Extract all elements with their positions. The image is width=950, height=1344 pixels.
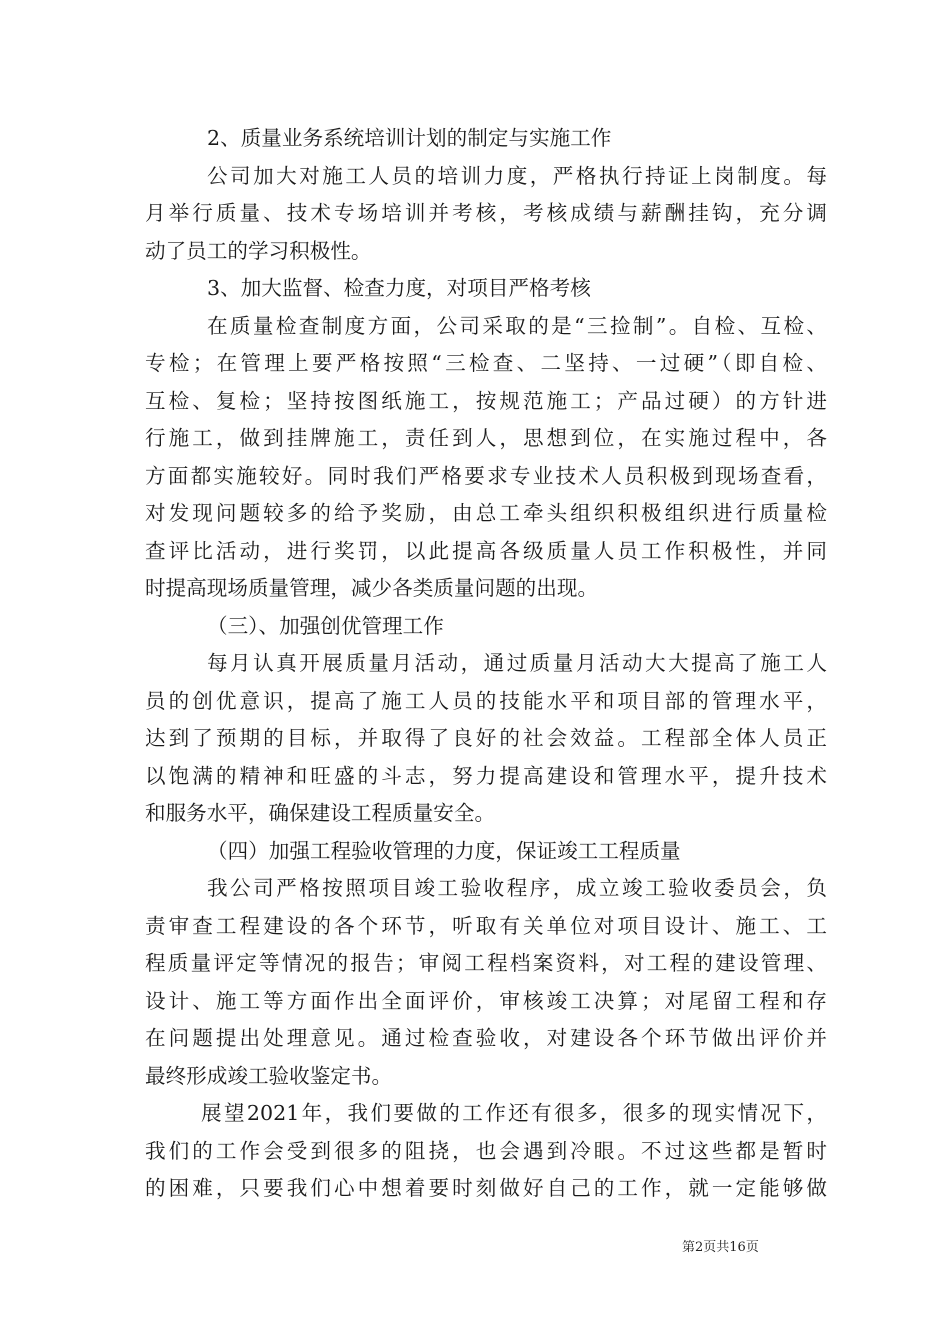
text-line: 查评比活动，进行奖罚，以此提高各级质量人员工作积极性，并同: [145, 538, 827, 563]
page-number: 第2页共16页: [682, 1240, 759, 1255]
text-line: 公司加大对施工人员的培训力度，严格执行持证上岗制度。每: [207, 163, 827, 188]
text-line: （四）加强工程验收管理的力度，保证竣工工程质量: [207, 838, 681, 863]
text-line: 设计、施工等方面作出全面评价，审核竣工决算；对尾留工程和存: [145, 988, 827, 1013]
text-line: 行施工，做到挂牌施工，责任到人，思想到位，在实施过程中，各: [145, 426, 827, 450]
text-line: 专检；在管理上要严格按照“三检查、二坚持、一过硬”（即自检、: [145, 351, 827, 375]
text-line: 在质量检查制度方面，公司采取的是“三捡制”。自检、互检、: [207, 313, 827, 338]
text-line: 员的创优意识，提高了施工人员的技能水平和项目部的管理水平，: [145, 688, 827, 713]
text-line: 和服务水平，确保建设工程质量安全。: [145, 801, 496, 825]
text-line: 月举行质量、技术专场培训并考核，考核成绩与薪酬挂钩，充分调: [145, 201, 827, 225]
document-body: [145, 120, 827, 1208]
text-line: 对发现问题较多的给予奖励，由总工牵头组织积极组织进行质量检: [145, 501, 827, 525]
text-line: 时提高现场质量管理，减少各类质量问题的出现。: [145, 576, 599, 600]
text-line: 我们的工作会受到很多的阻挠，也会遇到冷眼。不过这些都是暂时: [145, 1138, 827, 1163]
text-line: 展望2021年，我们要做的工作还有很多，很多的现实情况下，: [201, 1101, 827, 1125]
text-line: 以饱满的精神和旺盛的斗志，努力提高建设和管理水平，提升技术: [145, 763, 827, 788]
text-line: 最终形成竣工验收鉴定书。: [145, 1063, 393, 1088]
text-line: 在问题提出处理意见。通过检查验收，对建设各个环节做出评价并: [145, 1026, 827, 1050]
text-line: 3、加大监督、检查力度，对项目严格考核: [207, 276, 591, 300]
text-line: 我公司严格按照项目竣工验收程序，成立竣工验收委员会，负: [207, 876, 827, 900]
text-line: 责审查工程建设的各个环节，听取有关单位对项目设计、施工、工: [145, 913, 827, 938]
text-line: 方面都实施较好。同时我们严格要求专业技术人员积极到现场查看，: [145, 463, 827, 488]
text-line: （三）、加强创优管理工作: [207, 613, 444, 638]
text-line: 动了员工的学习积极性。: [145, 238, 372, 263]
text-line: 的困难，只要我们心中想着要时刻做好自己的工作，就一定能够做: [145, 1176, 827, 1200]
text-line: 互检、复检；坚持按图纸施工，按规范施工；产品过硬）的方针进: [145, 388, 827, 413]
text-line: 程质量评定等情况的报告；审阅工程档案资料，对工程的建设管理、: [145, 951, 827, 975]
text-line: 每月认真开展质量月活动，通过质量月活动大大提高了施工人: [207, 651, 827, 675]
text-line: 达到了预期的目标，并取得了良好的社会效益。工程部全体人员正: [145, 726, 827, 750]
text-line: 2、质量业务系统培训计划的制定与实施工作: [207, 126, 612, 150]
